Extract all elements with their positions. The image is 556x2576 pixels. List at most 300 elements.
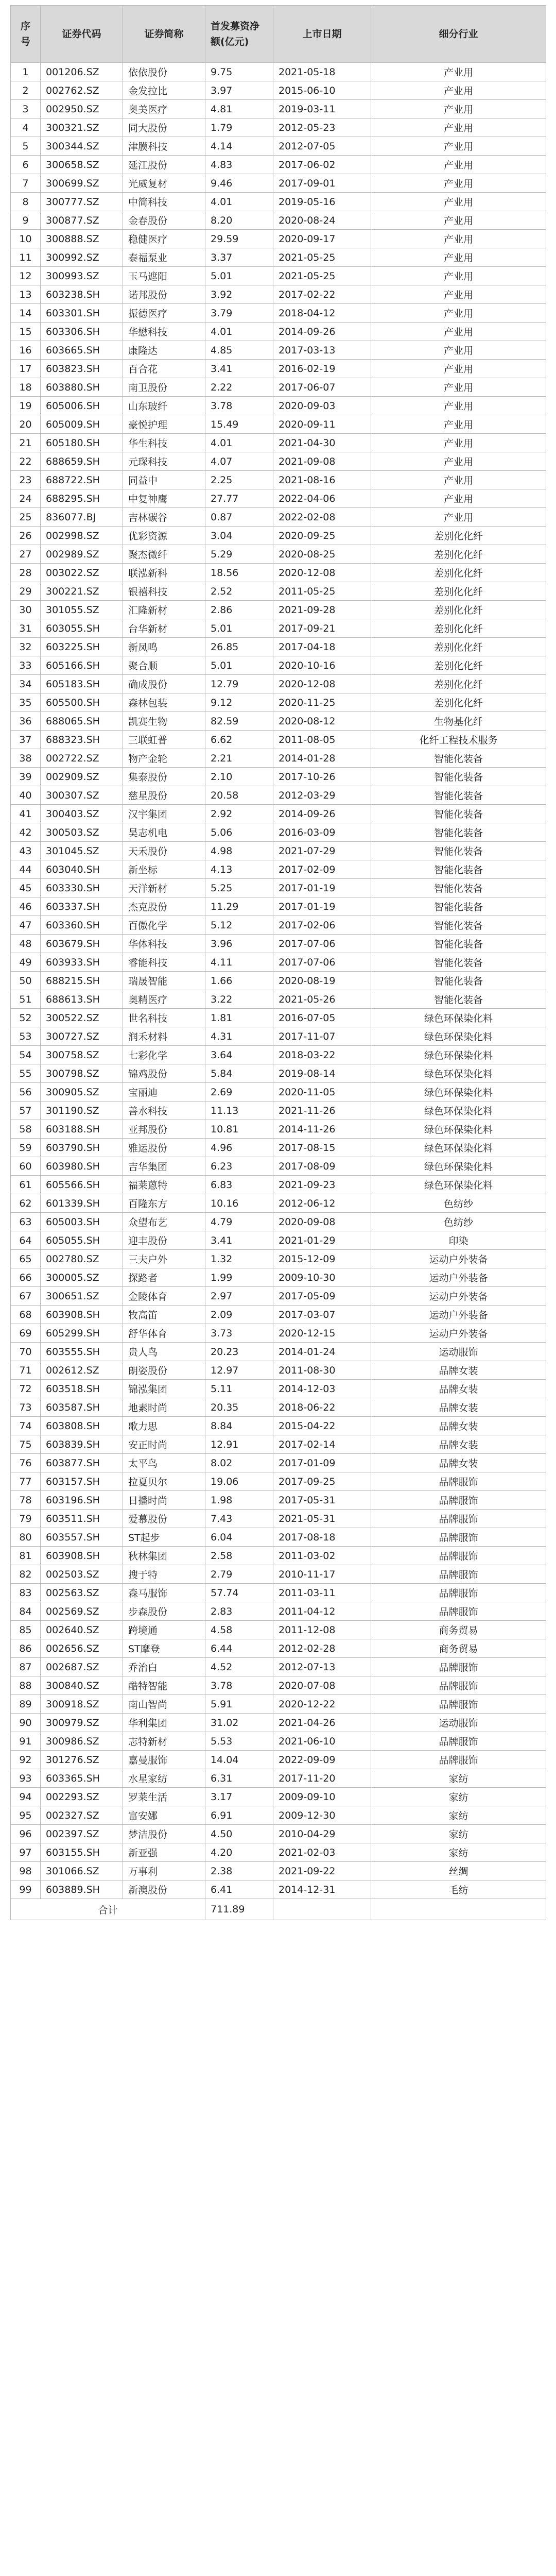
table-row: [11, 1268, 546, 1287]
cell-date: 2021-02-03: [273, 1843, 371, 1862]
cell-amount: 3.22: [205, 990, 273, 1009]
cell-name: 七彩化学: [123, 1046, 205, 1064]
cell-code: 605180.SH: [41, 434, 123, 452]
cell-date: 2017-06-07: [273, 378, 371, 397]
cell-no: 96: [11, 1825, 41, 1843]
cell-amount: 57.74: [205, 1584, 273, 1602]
cell-name: 物产金轮: [123, 749, 205, 768]
cell-no: 29: [11, 582, 41, 601]
cell-name: 瑞晟智能: [123, 972, 205, 990]
cell-industry: 生物基化纤: [371, 712, 546, 731]
table-row: [11, 118, 546, 137]
cell-no: 62: [11, 1194, 41, 1213]
cell-name: 探路者: [123, 1268, 205, 1287]
cell-amount: 1.79: [205, 118, 273, 137]
cell-industry: 产业用: [371, 304, 546, 323]
table-row: [11, 1751, 546, 1769]
cell-code: 605166.SH: [41, 656, 123, 675]
cell-industry: 产业用: [371, 63, 546, 81]
cell-name: 善水科技: [123, 1101, 205, 1120]
cell-code: 300840.SZ: [41, 1676, 123, 1695]
cell-name: 迎丰股份: [123, 1231, 205, 1250]
cell-industry: 家纺: [371, 1788, 546, 1806]
table-row: [11, 1695, 546, 1714]
cell-code: 002762.SZ: [41, 81, 123, 100]
cell-no: 58: [11, 1120, 41, 1139]
table-row: [11, 1231, 546, 1250]
cell-name: 搜于特: [123, 1565, 205, 1584]
cell-no: 61: [11, 1176, 41, 1194]
cell-code: 300344.SZ: [41, 137, 123, 156]
cell-amount: 5.84: [205, 1064, 273, 1083]
cell-industry: 智能化装备: [371, 860, 546, 879]
cell-amount: 3.78: [205, 1676, 273, 1695]
cell-no: 26: [11, 527, 41, 545]
cell-industry: 智能化装备: [371, 786, 546, 805]
cell-code: 300877.SZ: [41, 211, 123, 230]
cell-date: 2021-05-26: [273, 990, 371, 1009]
cell-name: 雅运股份: [123, 1139, 205, 1157]
cell-code: 300005.SZ: [41, 1268, 123, 1287]
cell-code: 300758.SZ: [41, 1046, 123, 1064]
cell-date: 2017-04-18: [273, 638, 371, 656]
cell-no: 22: [11, 452, 41, 471]
cell-no: 1: [11, 63, 41, 81]
cell-code: 300321.SZ: [41, 118, 123, 137]
table-row: [11, 953, 546, 972]
cell-amount: 6.62: [205, 731, 273, 749]
cell-name: 百傲化学: [123, 916, 205, 935]
cell-date: 2020-12-08: [273, 675, 371, 693]
cell-industry: 产业用: [371, 267, 546, 285]
cell-code: 300658.SZ: [41, 156, 123, 174]
cell-no: 63: [11, 1213, 41, 1231]
table-row: [11, 100, 546, 118]
cell-date: 2021-04-30: [273, 434, 371, 452]
cell-no: 69: [11, 1324, 41, 1343]
cell-no: 28: [11, 564, 41, 582]
cell-no: 35: [11, 693, 41, 712]
cell-code: 601339.SH: [41, 1194, 123, 1213]
cell-industry: 产业用: [371, 100, 546, 118]
cell-date: 2017-05-31: [273, 1491, 371, 1510]
cell-date: 2020-12-15: [273, 1324, 371, 1343]
cell-no: 34: [11, 675, 41, 693]
cell-code: 002780.SZ: [41, 1250, 123, 1268]
cell-code: 002722.SZ: [41, 749, 123, 768]
table-row: [11, 1528, 546, 1547]
cell-name: 奥美医疗: [123, 100, 205, 118]
cell-industry: 运动户外装备: [371, 1268, 546, 1287]
cell-code: 688215.SH: [41, 972, 123, 990]
cell-industry: 产业用: [371, 193, 546, 211]
cell-amount: 5.06: [205, 823, 273, 842]
cell-code: 002612.SZ: [41, 1361, 123, 1380]
cell-industry: 产业用: [371, 341, 546, 360]
cell-date: 2021-09-28: [273, 601, 371, 619]
cell-name: 三夫户外: [123, 1250, 205, 1268]
cell-name: 森马服饰: [123, 1584, 205, 1602]
cell-amount: 3.37: [205, 248, 273, 267]
cell-no: 11: [11, 248, 41, 267]
cell-industry: 产业用: [371, 174, 546, 193]
cell-amount: 5.11: [205, 1380, 273, 1398]
cell-industry: 品牌服饰: [371, 1510, 546, 1528]
cell-code: 688613.SH: [41, 990, 123, 1009]
cell-amount: 29.59: [205, 230, 273, 248]
table-row: [11, 1120, 546, 1139]
cell-date: 2011-12-08: [273, 1621, 371, 1639]
cell-code: 603040.SH: [41, 860, 123, 879]
table-row: [11, 1472, 546, 1491]
table-row: [11, 712, 546, 731]
cell-industry: 产业用: [371, 118, 546, 137]
cell-industry: 智能化装备: [371, 990, 546, 1009]
cell-name: 三联虹普: [123, 731, 205, 749]
table-row: [11, 1510, 546, 1528]
cell-no: 73: [11, 1398, 41, 1417]
cell-amount: 4.13: [205, 860, 273, 879]
cell-date: 2011-08-30: [273, 1361, 371, 1380]
cell-date: 2014-01-24: [273, 1343, 371, 1361]
cell-amount: 3.92: [205, 285, 273, 304]
table-row: [11, 1676, 546, 1695]
cell-amount: 2.92: [205, 805, 273, 823]
cell-industry: 产业用: [371, 81, 546, 100]
cell-date: 2009-09-10: [273, 1788, 371, 1806]
cell-industry: 智能化装备: [371, 953, 546, 972]
cell-date: 2011-04-12: [273, 1602, 371, 1621]
cell-code: 603225.SH: [41, 638, 123, 656]
cell-date: 2021-09-23: [273, 1176, 371, 1194]
cell-no: 92: [11, 1751, 41, 1769]
cell-industry: 品牌女装: [371, 1417, 546, 1435]
cell-code: 605500.SH: [41, 693, 123, 712]
cell-amount: 5.91: [205, 1695, 273, 1714]
cell-no: 12: [11, 267, 41, 285]
cell-no: 83: [11, 1584, 41, 1602]
cell-amount: 2.25: [205, 471, 273, 489]
cell-date: 2020-12-08: [273, 564, 371, 582]
cell-date: 2021-05-31: [273, 1510, 371, 1528]
cell-code: 002909.SZ: [41, 768, 123, 786]
cell-name: 步森股份: [123, 1602, 205, 1621]
cell-no: 19: [11, 397, 41, 415]
cell-amount: 6.91: [205, 1806, 273, 1825]
cell-industry: 产业用: [371, 415, 546, 434]
cell-date: 2020-08-25: [273, 545, 371, 564]
cell-name: 新坐标: [123, 860, 205, 879]
cell-amount: 4.01: [205, 434, 273, 452]
cell-name: 亚邦股份: [123, 1120, 205, 1139]
cell-code: 603823.SH: [41, 360, 123, 378]
cell-amount: 20.58: [205, 786, 273, 805]
cell-industry: 差别化化纤: [371, 545, 546, 564]
cell-industry: 品牌服饰: [371, 1565, 546, 1584]
table-row: [11, 1380, 546, 1398]
table-row: [11, 805, 546, 823]
cell-name: 华生科技: [123, 434, 205, 452]
cell-no: 36: [11, 712, 41, 731]
table-row: [11, 1454, 546, 1472]
cell-code: 002503.SZ: [41, 1565, 123, 1584]
cell-name: 聚杰微纤: [123, 545, 205, 564]
cell-name: 金发拉比: [123, 81, 205, 100]
table-row: [11, 693, 546, 712]
cell-code: 300888.SZ: [41, 230, 123, 248]
cell-amount: 2.10: [205, 768, 273, 786]
cell-date: 2020-09-03: [273, 397, 371, 415]
cell-name: 泰福泵业: [123, 248, 205, 267]
cell-no: 68: [11, 1306, 41, 1324]
cell-industry: 产业用: [371, 471, 546, 489]
cell-date: 2017-05-09: [273, 1287, 371, 1306]
cell-name: 锦泓集团: [123, 1380, 205, 1398]
cell-no: 2: [11, 81, 41, 100]
cell-name: 水星家纺: [123, 1769, 205, 1788]
cell-name: 宝丽迪: [123, 1083, 205, 1101]
cell-code: 300993.SZ: [41, 267, 123, 285]
cell-date: 2017-11-07: [273, 1027, 371, 1046]
cell-date: 2020-08-19: [273, 972, 371, 990]
cell-amount: 3.04: [205, 527, 273, 545]
cell-no: 95: [11, 1806, 41, 1825]
cell-industry: 差别化化纤: [371, 638, 546, 656]
table-row: [11, 1250, 546, 1268]
table-row: [11, 1806, 546, 1825]
cell-date: 2020-11-25: [273, 693, 371, 712]
cell-industry: 丝绸: [371, 1862, 546, 1880]
cell-name: ST摩登: [123, 1639, 205, 1658]
cell-name: 光威复材: [123, 174, 205, 193]
cell-amount: 14.04: [205, 1751, 273, 1769]
cell-amount: 1.32: [205, 1250, 273, 1268]
cell-no: 84: [11, 1602, 41, 1621]
cell-industry: 智能化装备: [371, 935, 546, 953]
cell-industry: 品牌服饰: [371, 1602, 546, 1621]
cell-industry: 绿色环保染化料: [371, 1046, 546, 1064]
cell-industry: 品牌服饰: [371, 1658, 546, 1676]
cell-amount: 2.83: [205, 1602, 273, 1621]
cell-name: 中简科技: [123, 193, 205, 211]
cell-date: 2012-03-29: [273, 786, 371, 805]
cell-amount: 1.81: [205, 1009, 273, 1027]
cell-amount: 6.23: [205, 1157, 273, 1176]
cell-no: 18: [11, 378, 41, 397]
cell-amount: 5.25: [205, 879, 273, 897]
cell-date: 2017-08-18: [273, 1528, 371, 1547]
cell-no: 51: [11, 990, 41, 1009]
cell-amount: 3.17: [205, 1788, 273, 1806]
cell-date: 2021-05-25: [273, 248, 371, 267]
cell-amount: 2.21: [205, 749, 273, 768]
cell-code: 603155.SH: [41, 1843, 123, 1862]
total-amount: 711.89: [205, 1899, 273, 1920]
cell-no: 97: [11, 1843, 41, 1862]
cell-code: 300992.SZ: [41, 248, 123, 267]
cell-amount: 5.12: [205, 916, 273, 935]
cell-date: 2017-10-26: [273, 768, 371, 786]
cell-industry: 绿色环保染化料: [371, 1120, 546, 1139]
cell-name: 确成股份: [123, 675, 205, 693]
cell-no: 56: [11, 1083, 41, 1101]
header-code: 证券代码: [41, 6, 123, 63]
cell-industry: 产业用: [371, 230, 546, 248]
cell-date: 2012-07-13: [273, 1658, 371, 1676]
cell-amount: 5.01: [205, 656, 273, 675]
cell-name: 奥精医疗: [123, 990, 205, 1009]
cell-name: 罗莱生活: [123, 1788, 205, 1806]
cell-amount: 7.43: [205, 1510, 273, 1528]
cell-no: 75: [11, 1435, 41, 1454]
table-row: [11, 1194, 546, 1213]
cell-name: 百隆东方: [123, 1194, 205, 1213]
cell-code: 002327.SZ: [41, 1806, 123, 1825]
cell-industry: 家纺: [371, 1806, 546, 1825]
cell-no: 70: [11, 1343, 41, 1361]
cell-name: 新亚强: [123, 1843, 205, 1862]
cell-name: 百合花: [123, 360, 205, 378]
cell-industry: 智能化装备: [371, 916, 546, 935]
table-row: [11, 1714, 546, 1732]
cell-industry: 品牌服饰: [371, 1695, 546, 1714]
cell-industry: 智能化装备: [371, 768, 546, 786]
cell-no: 37: [11, 731, 41, 749]
cell-date: 2020-09-17: [273, 230, 371, 248]
cell-name: 酷特智能: [123, 1676, 205, 1695]
cell-no: 44: [11, 860, 41, 879]
cell-no: 53: [11, 1027, 41, 1046]
cell-amount: 5.53: [205, 1732, 273, 1751]
table-row: [11, 248, 546, 267]
table-row: [11, 1101, 546, 1120]
cell-code: 301055.SZ: [41, 601, 123, 619]
cell-industry: 智能化装备: [371, 823, 546, 842]
cell-name: 地素时尚: [123, 1398, 205, 1417]
cell-name: 联泓新科: [123, 564, 205, 582]
cell-name: ST起步: [123, 1528, 205, 1547]
cell-name: 舒华体育: [123, 1324, 205, 1343]
cell-code: 300777.SZ: [41, 193, 123, 211]
cell-name: 延江股份: [123, 156, 205, 174]
cell-no: 5: [11, 137, 41, 156]
table-row: [11, 267, 546, 285]
cell-code: 301066.SZ: [41, 1862, 123, 1880]
cell-name: 汇隆新材: [123, 601, 205, 619]
cell-date: 2017-08-09: [273, 1157, 371, 1176]
cell-date: 2017-07-06: [273, 935, 371, 953]
cell-code: 300699.SZ: [41, 174, 123, 193]
cell-name: 新凤鸣: [123, 638, 205, 656]
cell-industry: 化纤工程技术服务: [371, 731, 546, 749]
cell-code: 603908.SH: [41, 1306, 123, 1324]
cell-name: 中复神鹰: [123, 489, 205, 508]
cell-name: 银禧科技: [123, 582, 205, 601]
cell-industry: 产业用: [371, 508, 546, 527]
table-row: [11, 1398, 546, 1417]
cell-date: 2021-05-25: [273, 267, 371, 285]
table-row: [11, 1843, 546, 1862]
cell-date: 2022-02-08: [273, 508, 371, 527]
cell-no: 10: [11, 230, 41, 248]
table-row: [11, 990, 546, 1009]
cell-industry: 差别化化纤: [371, 619, 546, 638]
cell-name: 同大股份: [123, 118, 205, 137]
cell-date: 2011-03-11: [273, 1584, 371, 1602]
cell-code: 605299.SH: [41, 1324, 123, 1343]
cell-code: 603518.SH: [41, 1380, 123, 1398]
cell-no: 81: [11, 1547, 41, 1565]
table-row: [11, 1565, 546, 1584]
cell-name: 玉马遮阳: [123, 267, 205, 285]
cell-no: 27: [11, 545, 41, 564]
ipo-table-sheet: [10, 5, 546, 1920]
cell-code: 300651.SZ: [41, 1287, 123, 1306]
cell-amount: 8.20: [205, 211, 273, 230]
table-row: [11, 397, 546, 415]
cell-name: 天洋新材: [123, 879, 205, 897]
cell-amount: 3.79: [205, 304, 273, 323]
cell-no: 6: [11, 156, 41, 174]
table-total-row: [11, 1899, 546, 1920]
cell-name: 日播时尚: [123, 1491, 205, 1510]
cell-code: 300503.SZ: [41, 823, 123, 842]
cell-no: 93: [11, 1769, 41, 1788]
table-row: [11, 1324, 546, 1343]
cell-name: 天禾股份: [123, 842, 205, 860]
cell-code: 002998.SZ: [41, 527, 123, 545]
cell-code: 001206.SZ: [41, 63, 123, 81]
table-row: [11, 860, 546, 879]
cell-amount: 20.35: [205, 1398, 273, 1417]
cell-no: 89: [11, 1695, 41, 1714]
cell-industry: 绿色环保染化料: [371, 1027, 546, 1046]
header-name: 证券简称: [123, 6, 205, 63]
cell-name: 跨境通: [123, 1621, 205, 1639]
table-row: [11, 1287, 546, 1306]
table-row: [11, 304, 546, 323]
cell-industry: 绿色环保染化料: [371, 1083, 546, 1101]
cell-industry: 商务贸易: [371, 1621, 546, 1639]
cell-date: 2014-12-31: [273, 1880, 371, 1899]
cell-amount: 2.79: [205, 1565, 273, 1584]
table-row: [11, 601, 546, 619]
cell-date: 2012-07-05: [273, 137, 371, 156]
cell-no: 9: [11, 211, 41, 230]
cell-amount: 4.01: [205, 193, 273, 211]
cell-amount: 4.50: [205, 1825, 273, 1843]
cell-amount: 4.14: [205, 137, 273, 156]
cell-code: 603301.SH: [41, 304, 123, 323]
cell-industry: 品牌女装: [371, 1398, 546, 1417]
cell-date: 2012-02-28: [273, 1639, 371, 1658]
cell-date: 2017-03-07: [273, 1306, 371, 1324]
cell-name: 康隆达: [123, 341, 205, 360]
cell-name: 牧高笛: [123, 1306, 205, 1324]
cell-amount: 1.98: [205, 1491, 273, 1510]
cell-industry: 品牌服饰: [371, 1491, 546, 1510]
cell-industry: 产业用: [371, 137, 546, 156]
cell-code: 301276.SZ: [41, 1751, 123, 1769]
cell-name: 诺邦股份: [123, 285, 205, 304]
cell-industry: 差别化化纤: [371, 693, 546, 712]
cell-date: 2021-09-22: [273, 1862, 371, 1880]
cell-industry: 智能化装备: [371, 749, 546, 768]
cell-code: 603196.SH: [41, 1491, 123, 1510]
cell-no: 59: [11, 1139, 41, 1157]
cell-industry: 绿色环保染化料: [371, 1139, 546, 1157]
cell-amount: 4.07: [205, 452, 273, 471]
